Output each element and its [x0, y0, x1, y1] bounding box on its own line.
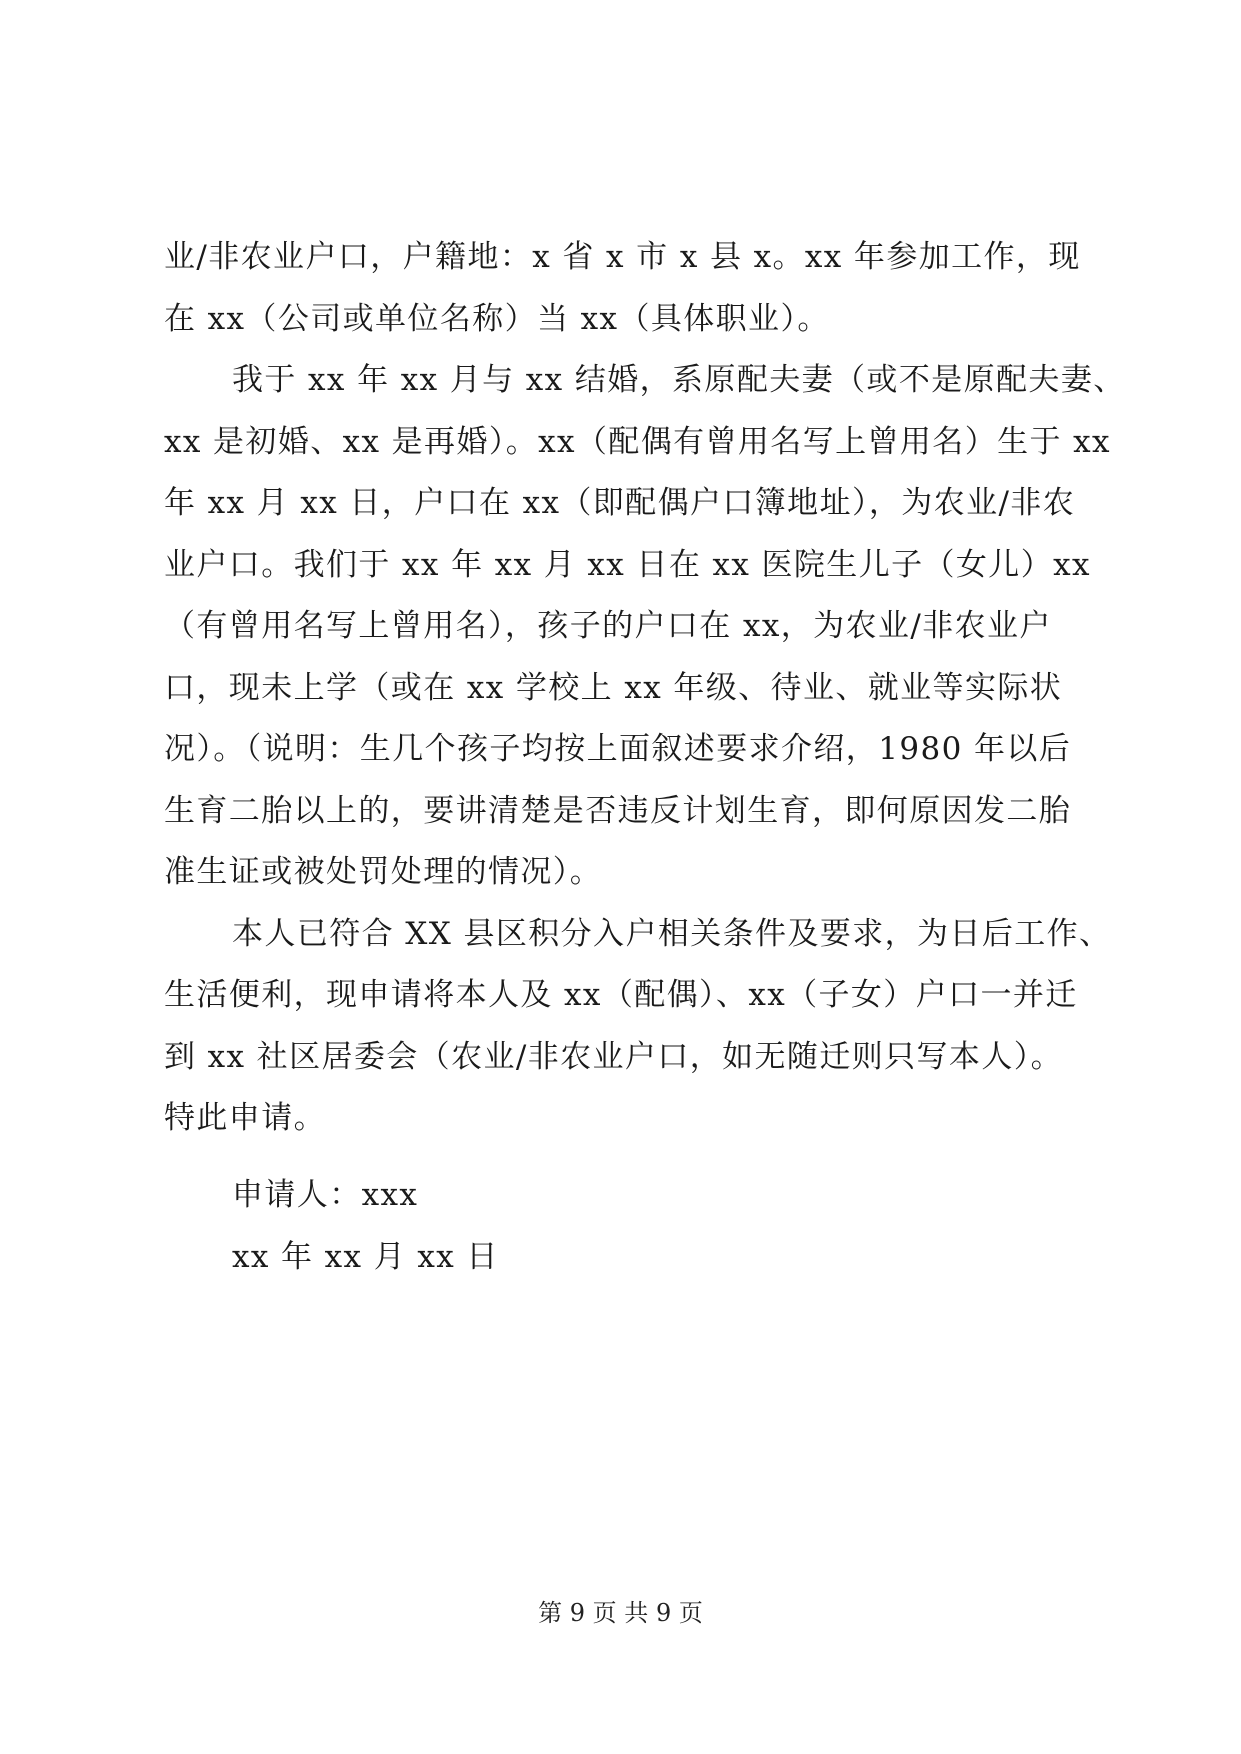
text-line: 本人已符合 XX 县区积分入户相关条件及要求，为日后工作、 — [232, 915, 1112, 952]
date-line: xx 年 xx 月 xx 日 — [232, 1238, 499, 1275]
text-line: 生育二胎以上的，要讲清楚是否违反计划生育，即何原因发二胎 — [164, 792, 1072, 829]
text-line: 我于 xx 年 xx 月与 xx 结婚，系原配夫妻（或不是原配夫妻、 — [232, 362, 1126, 398]
text-line: 口，现未上学（或在 xx 学校上 xx 年级、待业、就业等实际状 — [164, 669, 1063, 706]
letter-body — [164, 227, 1126, 1150]
text-line: 在 xx（公司或单位名称）当 xx（具体职业）。 — [164, 300, 830, 337]
text-line: 特此申请。 — [164, 1100, 326, 1136]
text-line: （有曾用名写上曾用名），孩子的户口在 xx，为农业/非农业户 — [164, 608, 1052, 644]
text-line: 生活便利，现申请将本人及 xx（配偶）、xx（子女）户口一并迁 — [164, 977, 1078, 1013]
text-line: 业/非农业户口，户籍地：x 省 x 市 x 县 x。xx 年参加工作，现 — [164, 239, 1081, 275]
text-line: 准生证或被处罚处理的情况）。 — [164, 854, 603, 890]
text-line: 年 xx 月 xx 日，户口在 xx（即配偶户口簿地址），为农业/非农 — [164, 485, 1076, 521]
text-line: 到 xx 社区居委会（农业/非农业户口，如无随迁则只写本人）。 — [164, 1038, 1064, 1075]
text-line: 业户口。我们于 xx 年 xx 月 xx 日在 xx 医院生儿子（女儿）xx — [164, 546, 1091, 583]
applicant-line: 申请人：xxx — [232, 1177, 419, 1213]
page-number-footer: 第 9 页 共 9 页 — [538, 1599, 703, 1627]
text-line: xx 是初婚、xx 是再婚）。xx（配偶有曾用名写上曾用名）生于 xx — [164, 423, 1111, 460]
text-line: 况）。（说明：生几个孩子均按上面叙述要求介绍，1980 年以后 — [164, 731, 1072, 767]
signature-block — [232, 1165, 499, 1288]
